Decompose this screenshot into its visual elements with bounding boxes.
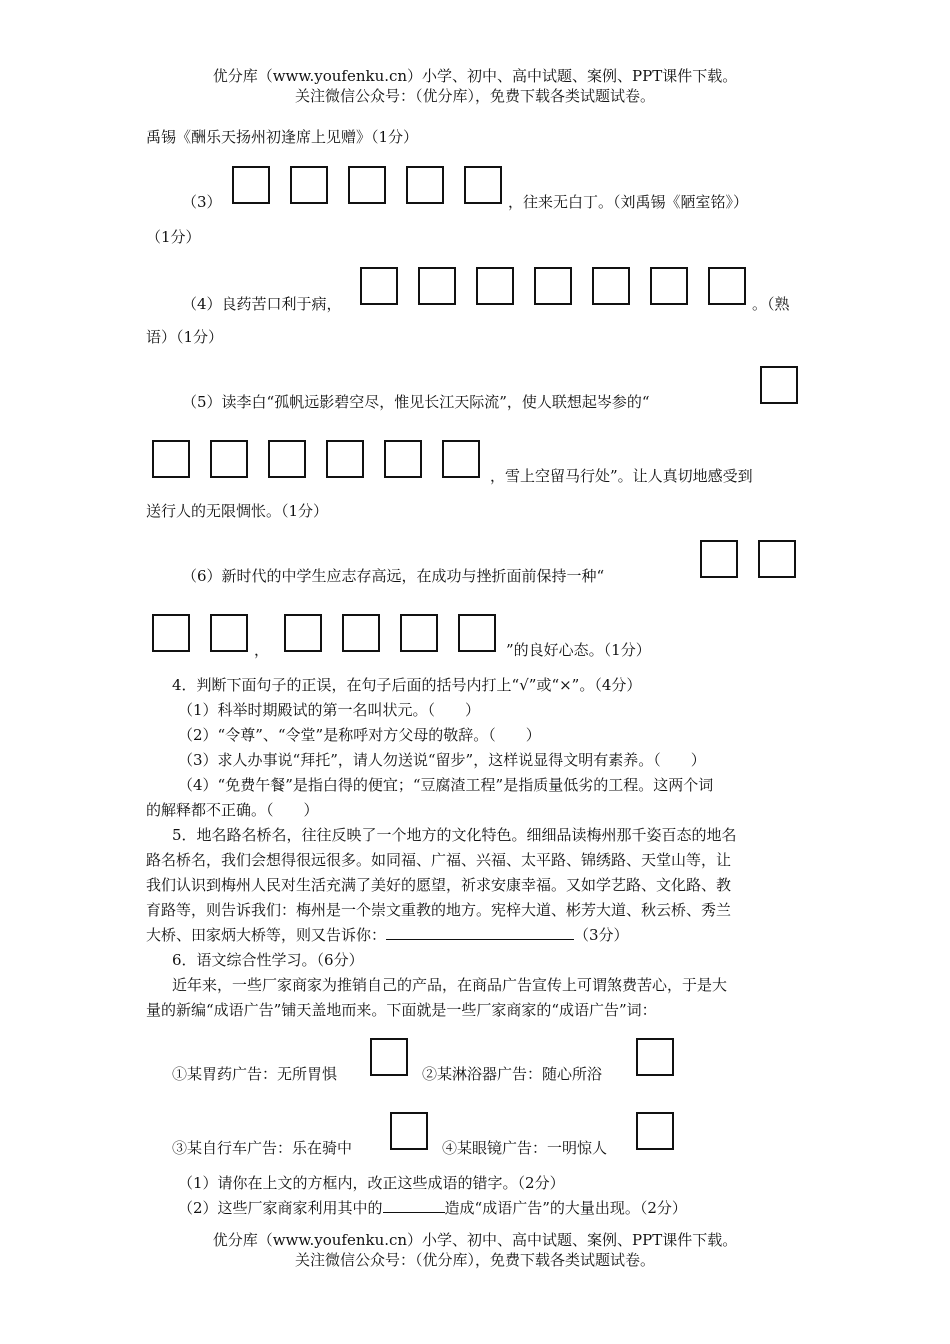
- q3-item5-rest: ，雪上空留马行处”。让人真切地感受到: [490, 467, 753, 485]
- correction-box[interactable]: [636, 1038, 674, 1076]
- q5-answer-blank[interactable]: [386, 925, 574, 940]
- q5-line-5-text: 大桥、田家炳大桥等，则又告诉你：: [146, 926, 387, 944]
- q5-line-1: 5．地名路名桥名，往往反映了一个地方的文化特色。细细品读梅州那千姿百态的地名: [172, 826, 737, 844]
- q5-line-4: 育路等，则告诉我们：梅州是一个崇文重教的地方。宪梓大道、彬芳大道、秋云桥、秀兰: [146, 901, 732, 919]
- q3-item3-text: ，往来无白丁。（刘禹锡《陋室铭》）: [508, 193, 749, 211]
- correction-box[interactable]: [390, 1112, 428, 1150]
- answer-box[interactable]: [758, 540, 796, 578]
- q4-item-2: （2）“令尊”、“令堂”是称呼对方父母的敬辞。（ ）: [178, 726, 541, 744]
- answer-box[interactable]: [268, 440, 306, 478]
- answer-box[interactable]: [700, 540, 738, 578]
- footer-line-2: 关注微信公众号：（优分库），免费下载各类试题试卷。: [294, 1251, 655, 1269]
- q5-line-3: 我们认识到梅州人民对生活充满了美好的愿望，祈求安康幸福。又如学艺路、文化路、教: [146, 876, 732, 894]
- q6-sub-2-rest: 造成“成语广告”的大量出现。（2分）: [444, 1199, 687, 1217]
- ad-3: ③某自行车广告：乐在骑中: [172, 1139, 353, 1157]
- ad-4: ④某眼镜广告：一明惊人: [442, 1139, 608, 1157]
- q6-sub-2-text: （2）这些厂家商家利用其中的: [178, 1199, 383, 1217]
- answer-box[interactable]: [290, 166, 328, 204]
- answer-box[interactable]: [760, 366, 798, 404]
- q6-sub-1: （1）请你在上文的方框内，改正这些成语的错字。（2分）: [178, 1174, 565, 1192]
- answer-box[interactable]: [708, 267, 746, 305]
- q6-sub-2: [178, 1198, 687, 1218]
- q3-item5-continuation: 送行人的无限惆怅。（1分）: [146, 502, 329, 520]
- q3-item3-number: （3）: [182, 193, 222, 211]
- q4-title: 4．判断下面句子的正误，在句子后面的括号内打上“√”或“×”。（4分）: [172, 676, 642, 694]
- q3-item4-suffix: 。（熟: [752, 295, 790, 313]
- answer-box[interactable]: [152, 440, 190, 478]
- correction-box[interactable]: [636, 1112, 674, 1150]
- q3-item6-rest: ”的良好心态。（1分）: [506, 641, 651, 659]
- q3-item6-text: （6）新时代的中学生应志存高远，在成功与挫折面前保持一种“: [182, 567, 605, 585]
- answer-box[interactable]: [152, 614, 190, 652]
- q6-paragraph-line-1: 近年来，一些厂家商家为推销自己的产品，在商品广告宣传上可谓煞费苦心，于是大: [172, 976, 728, 994]
- q6-answer-blank[interactable]: [383, 1198, 445, 1213]
- answer-box[interactable]: [232, 166, 270, 204]
- answer-box[interactable]: [418, 267, 456, 305]
- answer-box[interactable]: [476, 267, 514, 305]
- q3-item4-text: （4）良药苦口利于病，: [182, 295, 342, 313]
- answer-box[interactable]: [360, 267, 398, 305]
- answer-box[interactable]: [384, 440, 422, 478]
- q4-item-4: （4）“免费午餐”是指白得的便宜；“豆腐渣工程”是指质量低劣的工程。这两个词: [178, 776, 714, 794]
- q3-continuation: 禹锡《酬乐天扬州初逢席上见赠》（1分）: [146, 128, 419, 146]
- correction-box[interactable]: [370, 1038, 408, 1076]
- answer-box[interactable]: [400, 614, 438, 652]
- q4-item-4-continuation: 的解释都不正确。（ ）: [146, 801, 319, 819]
- q5-line-5: [146, 925, 629, 945]
- ad-1: ①某胃药广告：无所胃惧: [172, 1065, 338, 1083]
- answer-box[interactable]: [210, 614, 248, 652]
- q3-item6-comma: ，: [254, 641, 270, 659]
- answer-box[interactable]: [592, 267, 630, 305]
- q3-item3-score: （1分）: [146, 228, 201, 246]
- q6-paragraph-line-2: 量的新编“成语广告”铺天盖地而来。下面就是一些厂家商家的“成语广告”词：: [146, 1001, 657, 1019]
- answer-box[interactable]: [326, 440, 364, 478]
- answer-box[interactable]: [458, 614, 496, 652]
- q3-item4-continuation: 语）（1分）: [146, 328, 224, 346]
- answer-box[interactable]: [210, 440, 248, 478]
- answer-box[interactable]: [284, 614, 322, 652]
- answer-box[interactable]: [650, 267, 688, 305]
- header-line-2: 关注微信公众号：（优分库），免费下载各类试题试卷。: [294, 87, 655, 105]
- q5-score: （3分）: [574, 926, 629, 944]
- header-line-1: 优分库（www.youfenku.cn）小学、初中、高中试题、案例、PPT课件下载。: [212, 67, 738, 85]
- q4-item-1: （1）科举时期殿试的第一名叫状元。（ ）: [178, 701, 481, 719]
- answer-box[interactable]: [342, 614, 380, 652]
- answer-box[interactable]: [464, 166, 502, 204]
- ad-2: ②某淋浴器广告：随心所浴: [422, 1065, 603, 1083]
- answer-box[interactable]: [442, 440, 480, 478]
- q4-item-3: （3）求人办事说“拜托”，请人勿送说“留步”，这样说显得文明有素养。（ ）: [178, 751, 706, 769]
- answer-box[interactable]: [534, 267, 572, 305]
- footer-line-1: 优分库（www.youfenku.cn）小学、初中、高中试题、案例、PPT课件下载。: [212, 1231, 738, 1249]
- q5-line-2: 路名桥名，我们会想得很远很多。如同福、广福、兴福、太平路、锦绣路、天堂山等，让: [146, 851, 732, 869]
- answer-box[interactable]: [406, 166, 444, 204]
- q6-title: 6．语文综合性学习。（6分）: [172, 951, 364, 969]
- answer-box[interactable]: [348, 166, 386, 204]
- q3-item5-text: （5）读李白“孤帆远影碧空尽，惟见长江天际流”，使人联想起岑参的“: [182, 393, 650, 411]
